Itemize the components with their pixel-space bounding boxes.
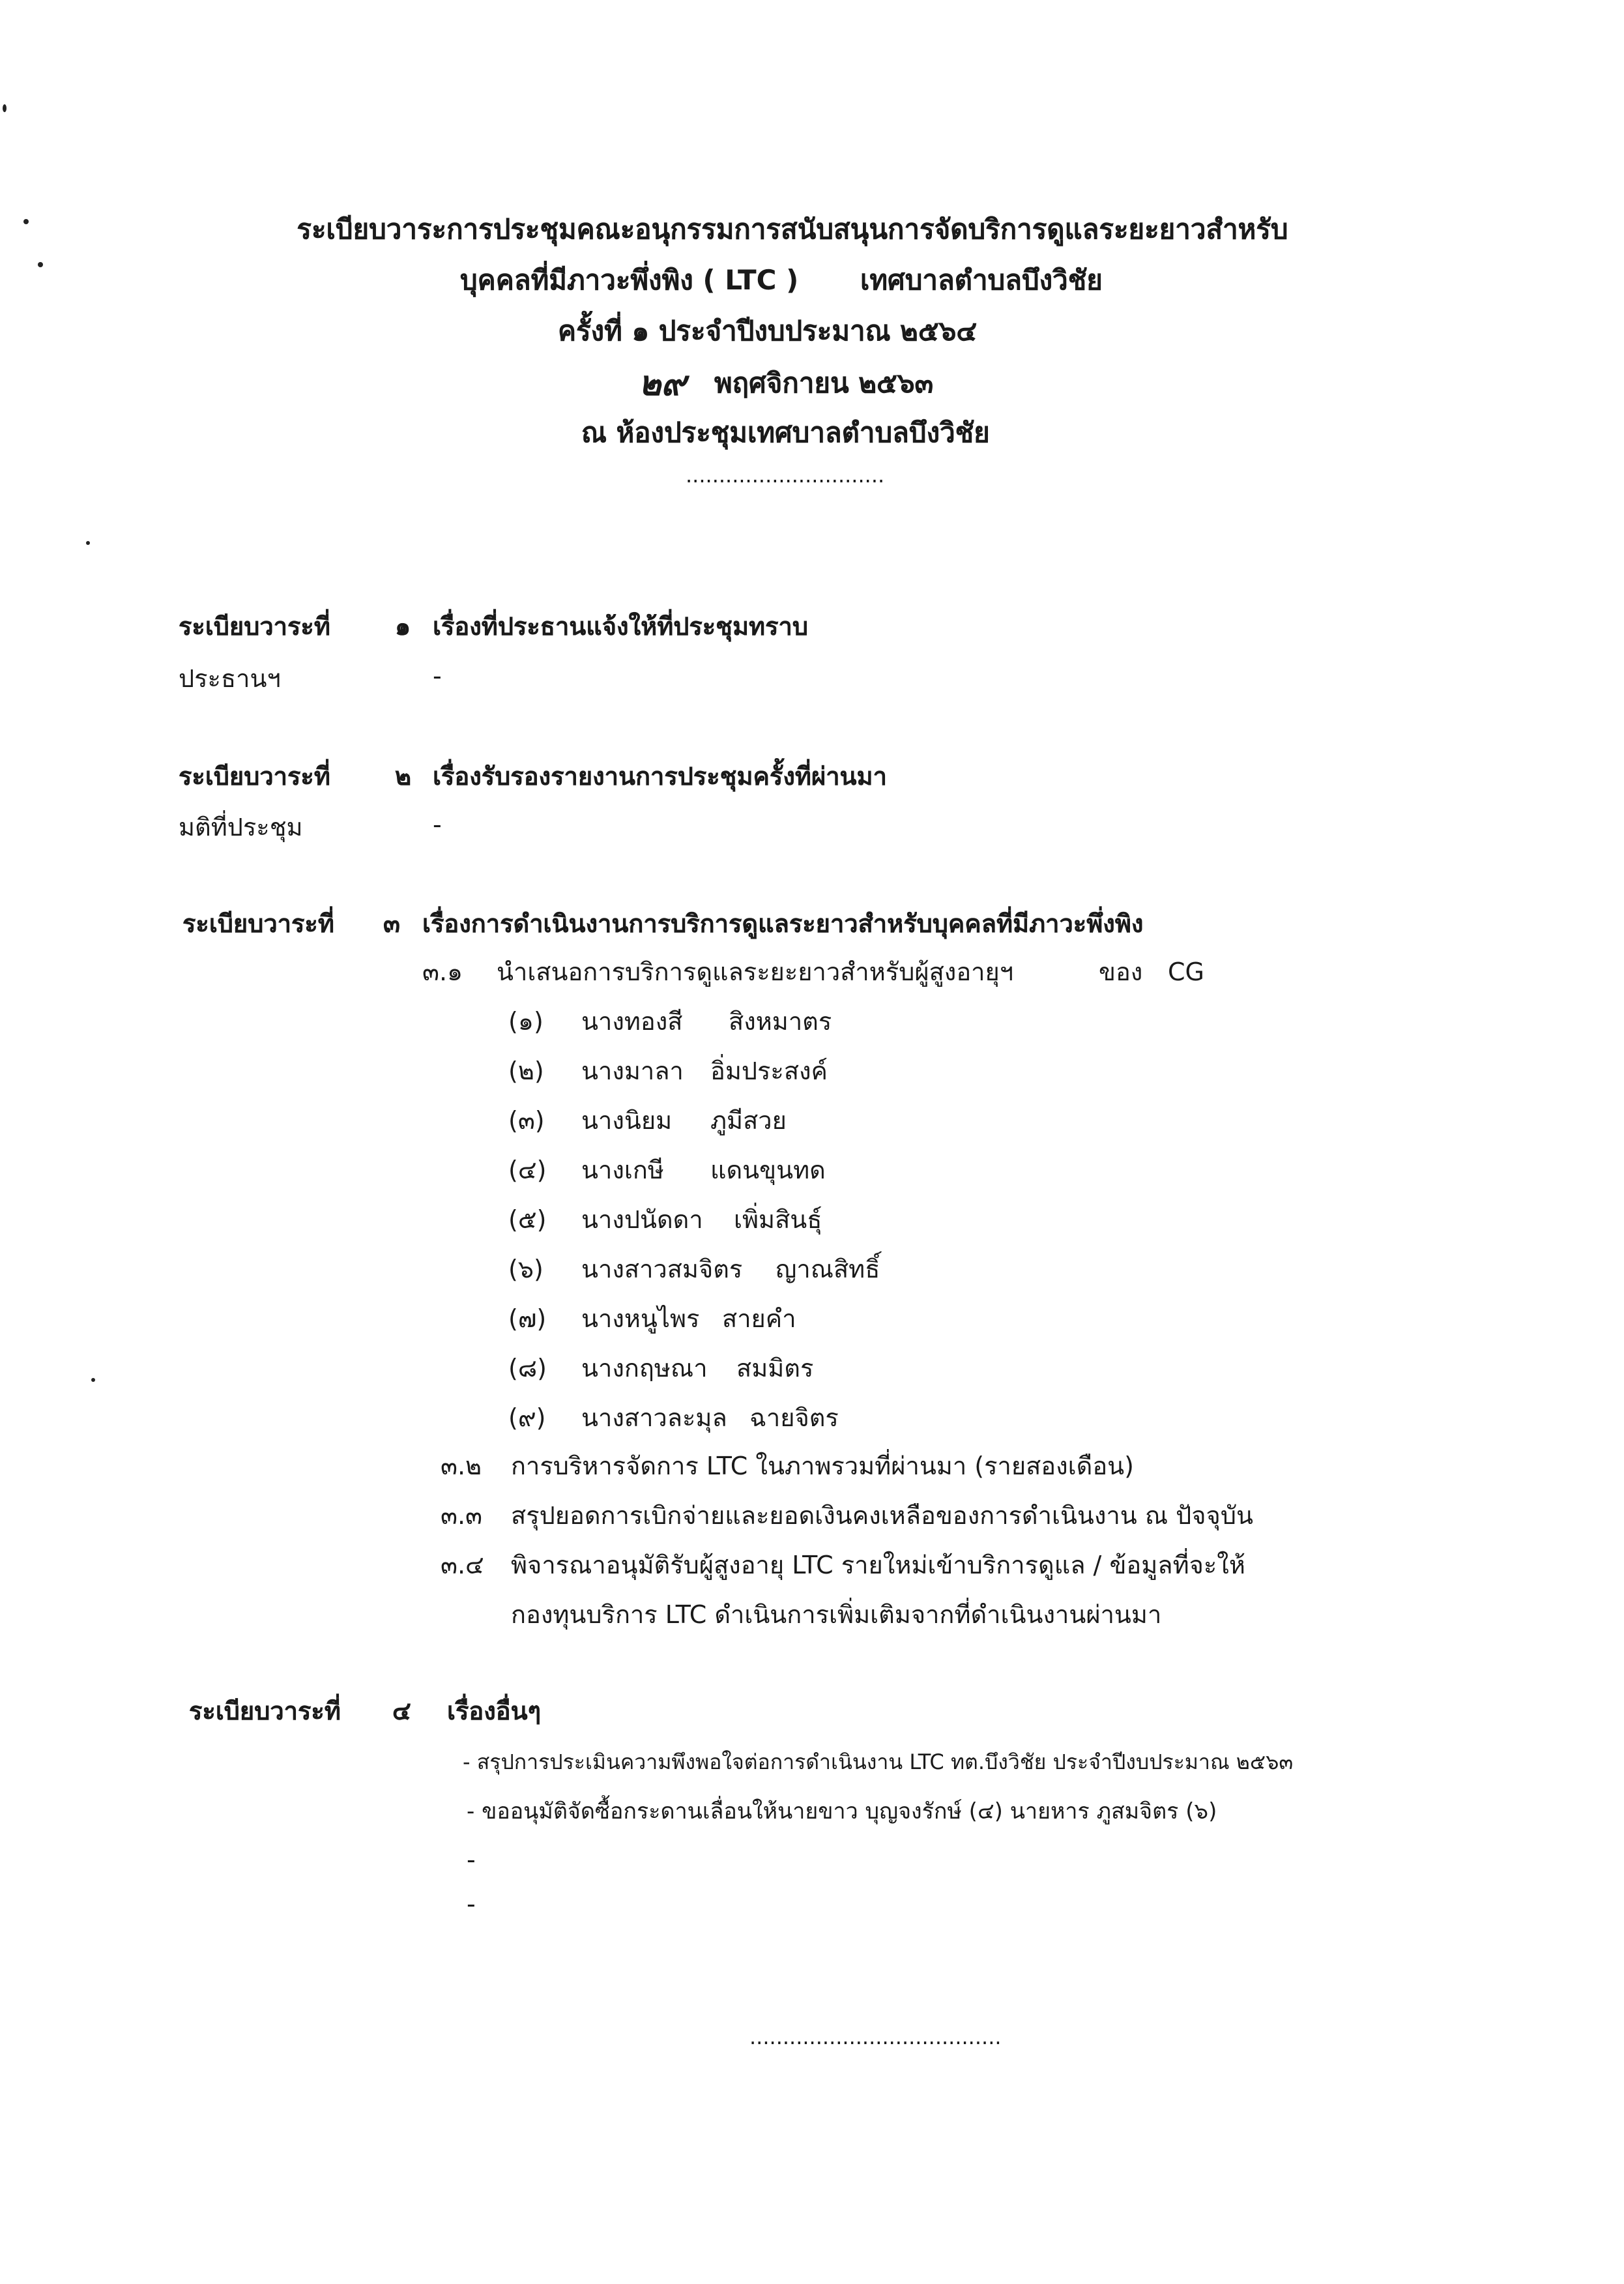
- list-item-surname: ญาณสิทธิ์: [776, 1255, 880, 1284]
- agenda-2-sub-value: -: [433, 811, 442, 840]
- agenda-3-item-1-cg: CG: [1168, 958, 1204, 987]
- list-item-name: นางกฤษณา: [581, 1354, 708, 1383]
- agenda-3-item-2-text: การบริหารจัดการ LTC ในภาพรวมที่ผ่านมา (รายสองเดือน): [511, 1452, 1134, 1481]
- list-item-number: (๓): [508, 1107, 545, 1135]
- list-item-number: (๘): [508, 1354, 547, 1383]
- list-item-name: นางปนัดดา: [581, 1206, 703, 1235]
- agenda-4-item: - ขออนุมัติจัดซื้อกระดานเลื่อนให้นายขาว บุญจงรักษ์ (๔) นายหาร ภูสมจิตร (๖): [467, 1799, 1217, 1825]
- header-date-rest: พฤศจิกายน ๒๕๖๓: [714, 368, 934, 399]
- header-line-2a: บุคคลที่มีภาวะพึ่งพิง ( LTC ): [460, 265, 799, 296]
- agenda-3-item-1-number: ๓.๑: [422, 958, 463, 987]
- agenda-1-sub-value: -: [433, 662, 442, 691]
- list-item-name: นางนิยม: [581, 1107, 673, 1135]
- list-item-name: นางเกษี: [581, 1156, 664, 1185]
- list-item-name: นางหนูไพร: [581, 1305, 700, 1334]
- agenda-3-item-3-number: ๓.๓: [441, 1502, 483, 1530]
- list-item-surname: สมมิตร: [736, 1354, 814, 1383]
- list-item-surname: ภูมีสวย: [710, 1107, 787, 1135]
- list-item-surname: เพิ่มสินธุ์: [734, 1206, 822, 1235]
- footer-dotted-rule: ......................................: [749, 2025, 1002, 2049]
- list-item-name: นางมาลา: [581, 1057, 684, 1086]
- list-item-number: (๑): [508, 1008, 544, 1036]
- list-item-number: (๔): [508, 1156, 547, 1185]
- agenda-1-number: ๑: [395, 613, 411, 641]
- agenda-2-label: ระเบียบวาระที่: [179, 763, 330, 791]
- agenda-3-item-1-of: ของ: [1099, 958, 1143, 987]
- list-item-surname: แดนขุนทด: [710, 1156, 826, 1185]
- agenda-2-sub-label: มติที่ประชุม: [179, 813, 303, 842]
- list-item-surname: อิ่มประสงค์: [710, 1057, 828, 1086]
- list-item-number: (๒): [508, 1057, 544, 1086]
- agenda-3-item-4-line-1: พิจารณาอนุมัติรับผู้สูงอายุ LTC รายใหม่เข้าบริการดูแล / ข้อมูลที่จะให้: [511, 1551, 1245, 1580]
- header-date-day: ๒๙: [639, 365, 686, 404]
- agenda-3-label: ระเบียบวาระที่: [182, 910, 334, 939]
- agenda-1-label: ระเบียบวาระที่: [179, 613, 330, 641]
- header-line-5: ณ ห้องประชุมเทศบาลตำบลบึงวิชัย: [581, 417, 990, 448]
- agenda-4-label: ระเบียบวาระที่: [189, 1697, 341, 1726]
- scan-speck: [86, 541, 90, 545]
- list-item-surname: ฉายจิตร: [749, 1404, 839, 1433]
- agenda-4-item: -: [467, 1890, 476, 1919]
- scan-speck: [38, 262, 43, 267]
- header-line-1: ระเบียบวาระการประชุมคณะอนุกรรมการสนับสนุนการจัดบริการดูแลระยะยาวสำหรับ: [297, 214, 1288, 245]
- list-item-name: นางสาวสมจิตร: [581, 1255, 743, 1284]
- list-item-surname: สายคำ: [722, 1305, 796, 1334]
- agenda-4-item: - สรุปการประเมินความพึงพอใจต่อการดำเนินงาน LTC ทต.บึงวิชัย ประจำปีงบประมาณ ๒๕๖๓: [463, 1750, 1294, 1774]
- header-line-3: ครั้งที่ ๑ ประจำปีงบประมาณ ๒๕๖๔: [558, 315, 978, 347]
- list-item-name: นางทองสี: [581, 1008, 683, 1036]
- agenda-3-number: ๓: [383, 910, 400, 939]
- list-item-number: (๙): [508, 1404, 546, 1433]
- list-item-surname: สิงหมาตร: [729, 1008, 832, 1036]
- agenda-1-sub-label: ประธานฯ: [179, 665, 281, 694]
- header-dotted-rule: ..............................: [686, 463, 885, 488]
- list-item-number: (๕): [508, 1206, 547, 1235]
- list-item-number: (๖): [508, 1255, 544, 1284]
- agenda-3-item-1-text: นำเสนอการบริการดูแลระยะยาวสำหรับผู้สูงอายุฯ: [497, 958, 1014, 987]
- agenda-2-title: เรื่องรับรองรายงานการประชุมครั้งที่ผ่านมา: [433, 763, 887, 791]
- agenda-4-item: -: [467, 1846, 476, 1875]
- agenda-3-item-2-number: ๓.๒: [441, 1452, 482, 1481]
- agenda-1-title: เรื่องที่ประธานแจ้งให้ที่ประชุมทราบ: [433, 613, 808, 641]
- scan-speck: [91, 1378, 95, 1382]
- list-item-number: (๗): [508, 1305, 547, 1334]
- list-item-name: นางสาวละมุล: [581, 1404, 727, 1433]
- agenda-3-item-4-line-2: กองทุนบริการ LTC ดำเนินการเพิ่มเติมจากที่ดำเนินงานผ่านมา: [511, 1601, 1162, 1630]
- agenda-3-item-3-text: สรุปยอดการเบิกจ่ายและยอดเงินคงเหลือของการดำเนินงาน ณ ปัจจุบัน: [511, 1502, 1253, 1530]
- agenda-4-title: เรื่องอื่นๆ: [447, 1697, 541, 1726]
- scan-speck: [3, 104, 7, 112]
- header-line-2b: เทศบาลตำบลบึงวิชัย: [860, 265, 1103, 296]
- agenda-4-number: ๔: [392, 1697, 411, 1726]
- agenda-3-item-4-number: ๓.๔: [441, 1551, 484, 1580]
- agenda-2-number: ๒: [395, 763, 412, 791]
- agenda-3-title: เรื่องการดำเนินงานการบริการดูแลระยาวสำหรับบุคคลที่มีภาวะพึ่งพิง: [422, 910, 1144, 939]
